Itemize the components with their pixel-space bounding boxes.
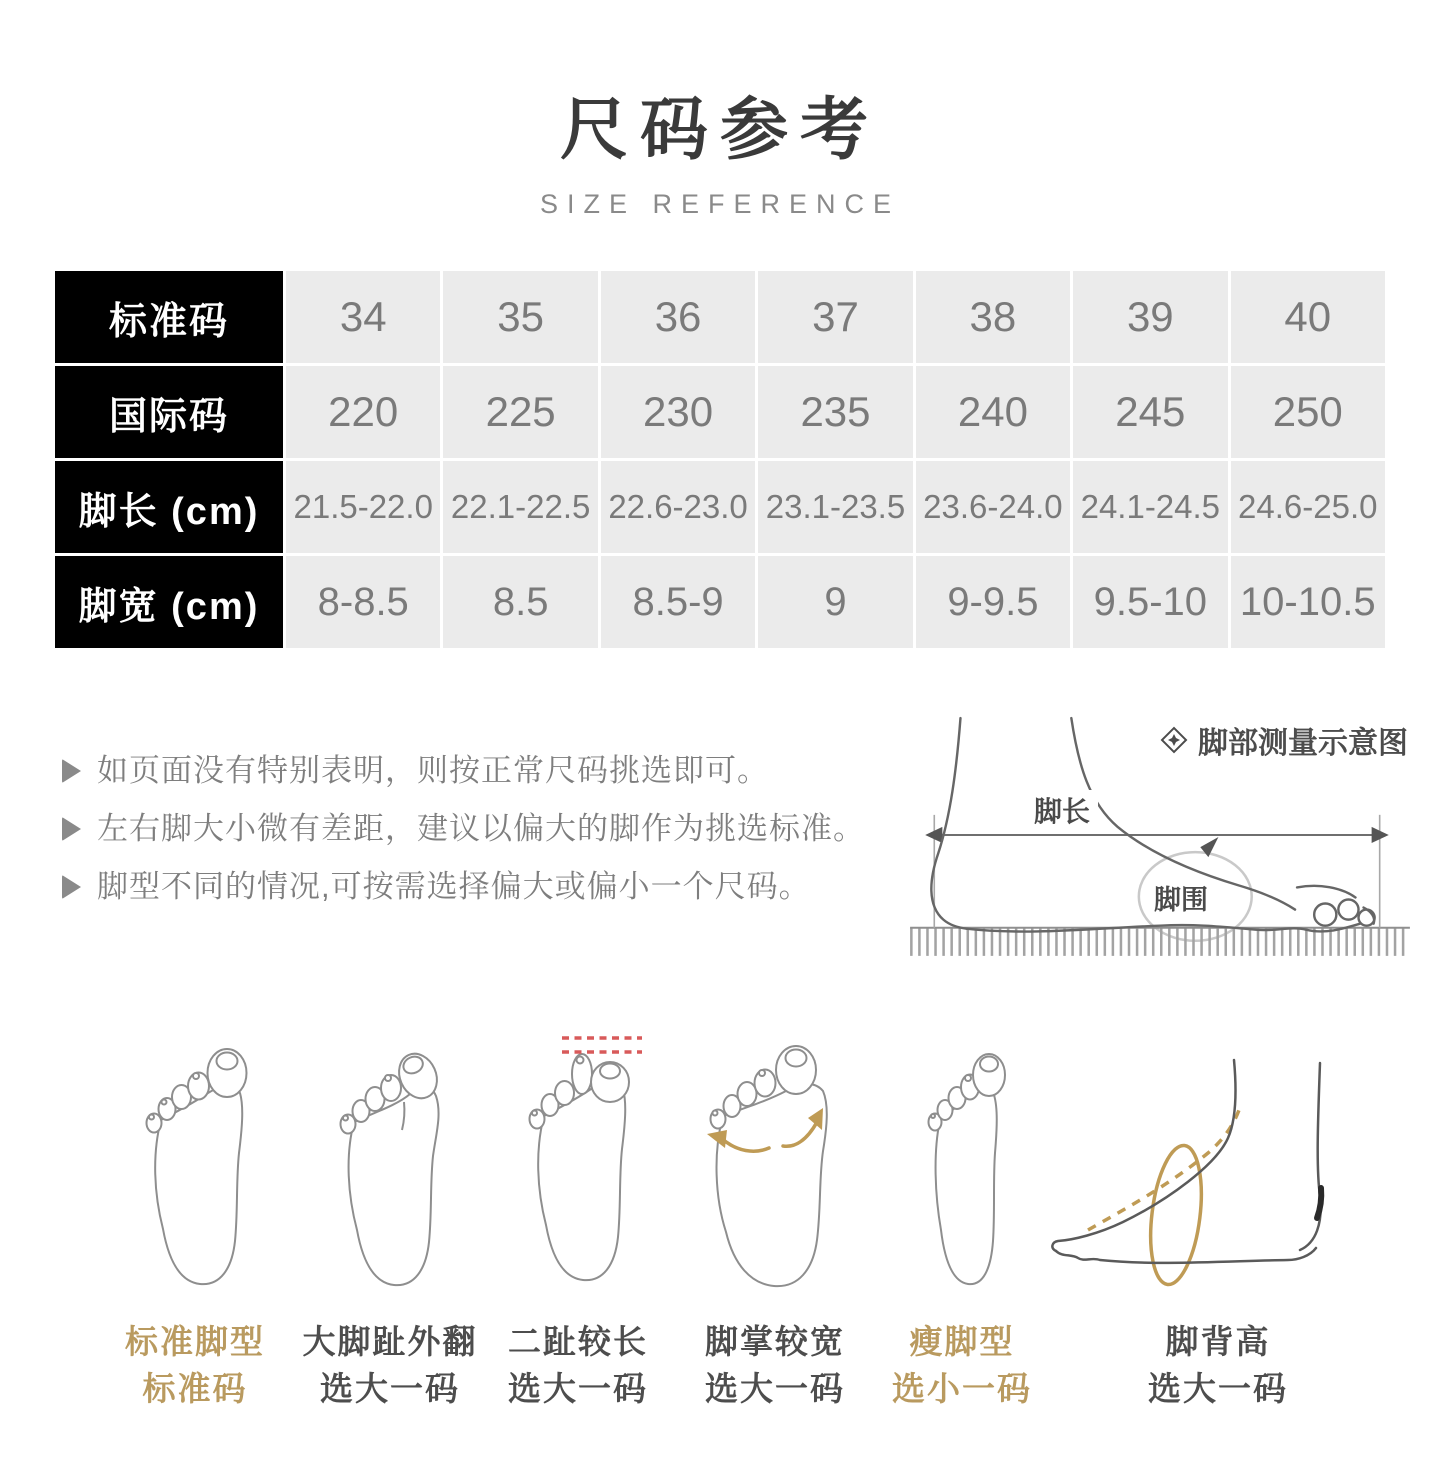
foot-length-label: 脚长 xyxy=(1026,790,1098,830)
table-row xyxy=(55,556,1385,648)
triangle-bullet-icon xyxy=(62,759,81,783)
caption-line: 瘦脚型 xyxy=(909,1323,1015,1360)
note-item xyxy=(62,868,865,906)
caption-line: 选大一码 xyxy=(508,1370,648,1407)
table-cell: 23.1-23.5 xyxy=(758,461,912,553)
row-header-standard-size: 标准码 xyxy=(55,271,283,363)
table-row xyxy=(55,271,1385,363)
diamond-star-icon xyxy=(1160,726,1188,754)
caption-line: 选大一码 xyxy=(320,1370,460,1407)
high-instep-foot-illustration xyxy=(1048,1038,1368,1293)
table-cell: 9.5-10 xyxy=(1073,556,1227,648)
table-cell: 38 xyxy=(916,271,1070,363)
header xyxy=(0,76,1440,220)
table-cell: 245 xyxy=(1073,366,1227,458)
note-item xyxy=(62,752,865,790)
triangle-bullet-icon xyxy=(62,875,81,899)
table-cell: 8-8.5 xyxy=(286,556,440,648)
table-cell: 23.6-24.0 xyxy=(916,461,1070,553)
table-cell: 10-10.5 xyxy=(1231,556,1385,648)
table-cell: 235 xyxy=(758,366,912,458)
table-cell: 250 xyxy=(1231,366,1385,458)
size-table xyxy=(52,268,1388,651)
row-header-foot-width: 脚宽 (cm) xyxy=(55,556,283,648)
caption-line: 二趾较长 xyxy=(508,1323,648,1360)
table-cell: 34 xyxy=(286,271,440,363)
table-cell: 230 xyxy=(601,366,755,458)
table-row xyxy=(55,461,1385,553)
table-cell: 21.5-22.0 xyxy=(286,461,440,553)
caption-line: 选大一码 xyxy=(705,1370,845,1407)
table-row xyxy=(55,366,1385,458)
page-subtitle: SIZE REFERENCE xyxy=(539,189,901,219)
table-cell: 225 xyxy=(443,366,597,458)
table-cell: 220 xyxy=(286,366,440,458)
diagram-title-text: 脚部测量示意图 xyxy=(1198,727,1408,760)
note-item xyxy=(62,810,865,848)
table-cell: 36 xyxy=(601,271,755,363)
note-text: 左右脚大小微有差距，建议以偏大的脚作为挑选标准。 xyxy=(97,811,865,846)
table-cell: 8.5-9 xyxy=(601,556,755,648)
foot-type-caption xyxy=(832,1318,1092,1412)
caption-line: 大脚趾外翻 xyxy=(302,1323,478,1360)
caption-line: 脚背高 xyxy=(1165,1323,1271,1360)
long-second-toe-foot-illustration xyxy=(506,998,646,1303)
table-cell: 37 xyxy=(758,271,912,363)
note-text: 如页面没有特别表明，则按正常尺码挑选即可。 xyxy=(97,753,769,788)
caption-line: 标准码 xyxy=(142,1370,248,1407)
row-header-foot-length: 脚长 (cm) xyxy=(55,461,283,553)
foot-measurement-diagram xyxy=(898,710,1422,962)
table-cell: 35 xyxy=(443,271,597,363)
thin-foot-illustration xyxy=(890,1002,1030,1307)
foot-type-caption xyxy=(1088,1318,1348,1412)
bunion-foot-illustration xyxy=(318,1002,458,1307)
table-cell: 240 xyxy=(916,366,1070,458)
diagram-title xyxy=(1154,718,1408,762)
table-cell: 9 xyxy=(758,556,912,648)
table-cell: 40 xyxy=(1231,271,1385,363)
table-cell: 39 xyxy=(1073,271,1227,363)
table-cell: 22.1-22.5 xyxy=(443,461,597,553)
note-text: 脚型不同的情况,可按需选择偏大或偏小一个尺码。 xyxy=(97,869,811,904)
table-cell: 24.1-24.5 xyxy=(1073,461,1227,553)
wide-foot-illustration xyxy=(693,1002,853,1307)
foot-girth-label: 脚围 xyxy=(1150,878,1212,917)
caption-line: 选大一码 xyxy=(1148,1370,1288,1407)
standard-foot-illustration xyxy=(123,1002,263,1307)
notes-list xyxy=(62,752,865,906)
table-cell: 8.5 xyxy=(443,556,597,648)
table-cell: 9-9.5 xyxy=(916,556,1070,648)
table-cell: 22.6-23.0 xyxy=(601,461,755,553)
page-title: 尺码参考 xyxy=(559,92,880,168)
triangle-bullet-icon xyxy=(62,817,81,841)
caption-line: 选小一码 xyxy=(892,1370,1032,1407)
row-header-international-size: 国际码 xyxy=(55,366,283,458)
caption-line: 标准脚型 xyxy=(125,1323,265,1360)
caption-line: 脚掌较宽 xyxy=(705,1323,845,1360)
table-cell: 24.6-25.0 xyxy=(1231,461,1385,553)
